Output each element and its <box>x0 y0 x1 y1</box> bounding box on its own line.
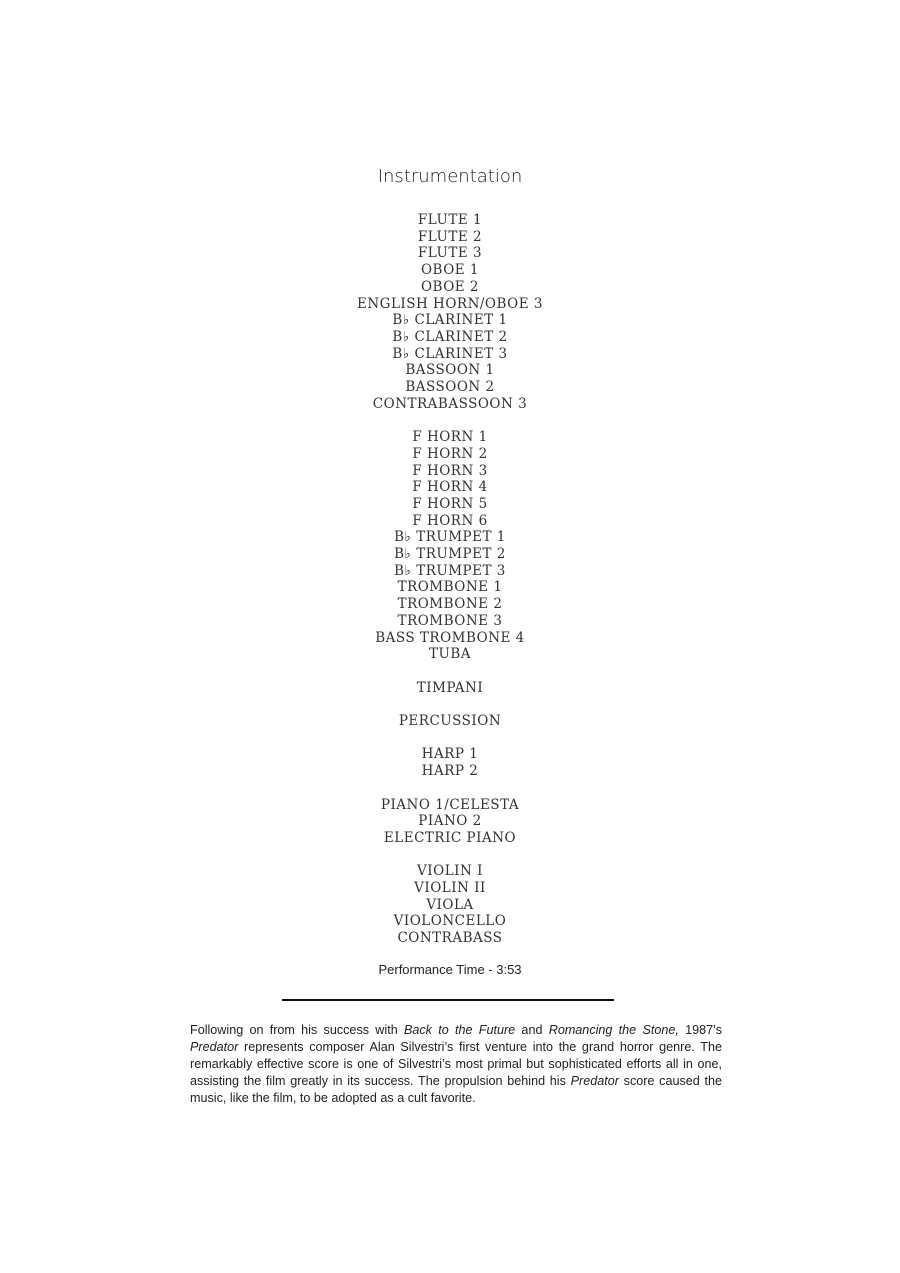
instrument-item: CONTRABASSOON 3 <box>372 395 528 412</box>
instrument-group <box>0 797 900 847</box>
instrument-item: BASSOON 2 <box>405 379 495 396</box>
text-run: score caused the music, like the film, to be adopted as a cult favorite. <box>190 1074 722 1105</box>
instrument-item: HARP 2 <box>421 763 479 780</box>
text-run: 1987’s <box>678 1023 723 1037</box>
instrument-group <box>0 680 900 697</box>
instrument-item: B♭ TRUMPET 1 <box>394 529 506 546</box>
instrument-item: OBOE 2 <box>420 278 480 295</box>
instrument-item: B♭ CLARINET 1 <box>392 312 508 329</box>
performance-time: Performance Time - 3:53 <box>378 962 522 977</box>
instrument-item: B♭ CLARINET 3 <box>392 345 508 362</box>
instrument-item: ELECTRIC PIANO <box>383 829 517 846</box>
instrument-group <box>0 713 900 730</box>
instrument-item: PERCUSSION <box>398 713 502 730</box>
instrument-item: TIMPANI <box>416 679 484 696</box>
instrument-list <box>0 212 900 964</box>
instrument-item: TROMBONE 3 <box>397 612 503 629</box>
description-paragraph <box>190 1022 722 1107</box>
instrument-item: VIOLIN II <box>414 880 486 897</box>
instrument-item: TUBA <box>428 646 472 663</box>
film-title: Predator <box>190 1040 239 1054</box>
instrument-item: HARP 1 <box>421 746 479 763</box>
instrument-item: VIOLA <box>426 896 474 913</box>
instrument-item: F HORN 3 <box>412 462 488 479</box>
instrument-item: F HORN 4 <box>412 479 488 496</box>
film-title: Back to the Future <box>403 1023 516 1037</box>
instrument-item: ENGLISH HORN/OBOE 3 <box>357 295 543 312</box>
instrument-item: B♭ CLARINET 2 <box>392 328 508 345</box>
instrument-item: TROMBONE 2 <box>397 596 503 613</box>
instrument-item: BASS TROMBONE 4 <box>375 629 525 646</box>
instrument-item: FLUTE 1 <box>417 212 483 228</box>
film-title: Romancing the Stone, <box>548 1023 679 1037</box>
instrument-item: F HORN 1 <box>412 429 488 446</box>
instrument-item: B♭ TRUMPET 3 <box>394 562 506 579</box>
instrument-item: TROMBONE 1 <box>397 579 503 596</box>
divider <box>282 999 614 1001</box>
instrument-item: B♭ TRUMPET 2 <box>394 546 506 563</box>
instrument-group <box>0 212 900 412</box>
text-run: Following on from his success with <box>190 1023 404 1037</box>
instrument-item: FLUTE 2 <box>417 228 483 245</box>
film-title: Predator <box>570 1074 619 1088</box>
text-run: represents composer Alan Silvestri’s first venture into the grand horror genre. The remarkably effective score is one of Silvestri’s most primal but sophisticated efforts all in one, assisting the film greatly in its success. The propulsion behind his <box>190 1040 722 1088</box>
instrument-item: BASSOON 1 <box>405 362 495 379</box>
instrument-item: FLUTE 3 <box>417 245 483 262</box>
instrument-item: F HORN 2 <box>412 445 488 462</box>
instrument-group <box>0 746 900 779</box>
instrument-item: VIOLIN I <box>417 863 483 880</box>
instrument-group <box>0 429 900 663</box>
instrument-item: OBOE 1 <box>420 262 480 279</box>
instrument-item: PIANO 2 <box>418 813 482 830</box>
page-title: Instrumentation <box>377 166 523 187</box>
instrument-item: F HORN 6 <box>412 512 488 529</box>
instrument-item: PIANO 1/CELESTA <box>380 796 520 813</box>
text-run: and <box>515 1023 549 1037</box>
instrument-item: CONTRABASS <box>397 930 503 947</box>
instrument-item: F HORN 5 <box>412 495 488 512</box>
instrument-group <box>0 863 900 947</box>
instrument-item: VIOLONCELLO <box>393 913 507 930</box>
